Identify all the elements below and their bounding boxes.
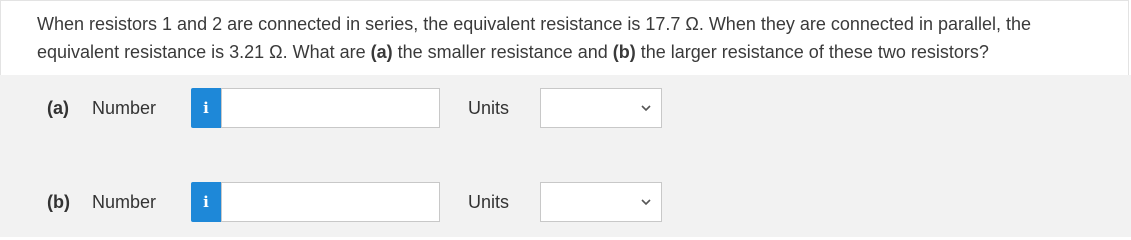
number-input-a[interactable] bbox=[221, 88, 440, 128]
info-icon[interactable]: i bbox=[191, 182, 221, 222]
question-part-a-marker: (a) bbox=[370, 42, 393, 62]
answer-row-b bbox=[0, 181, 1131, 223]
chevron-down-icon bbox=[640, 196, 652, 208]
chevron-down-icon bbox=[640, 102, 652, 114]
part-label-a: (a) bbox=[47, 98, 69, 118]
part-label-b: (b) bbox=[47, 192, 70, 212]
units-label-a: Units bbox=[468, 98, 510, 118]
units-select-b[interactable] bbox=[540, 182, 662, 222]
answer-section-b bbox=[0, 160, 1131, 237]
question-text-part-3: the larger resistance of these two resistors? bbox=[635, 42, 989, 62]
units-select-a[interactable] bbox=[540, 88, 662, 128]
question-part-b-marker: (b) bbox=[612, 42, 636, 62]
answer-row-a bbox=[0, 87, 1131, 129]
number-label-a: Number bbox=[92, 98, 157, 118]
units-label-b: Units bbox=[468, 192, 510, 212]
info-icon[interactable]: i bbox=[191, 88, 221, 128]
question-text-part-1: When resistors 1 and 2 are connected in series, the equivalent resistance is 17.7 Ω. When they are connected in parallel, the equivalent resistance is 3.21 Ω. What are bbox=[37, 14, 1032, 62]
number-input-b[interactable] bbox=[221, 182, 440, 222]
question-text bbox=[37, 10, 1117, 66]
number-label-b: Number bbox=[92, 192, 157, 212]
question-text-part-2: the smaller resistance and bbox=[392, 42, 613, 62]
